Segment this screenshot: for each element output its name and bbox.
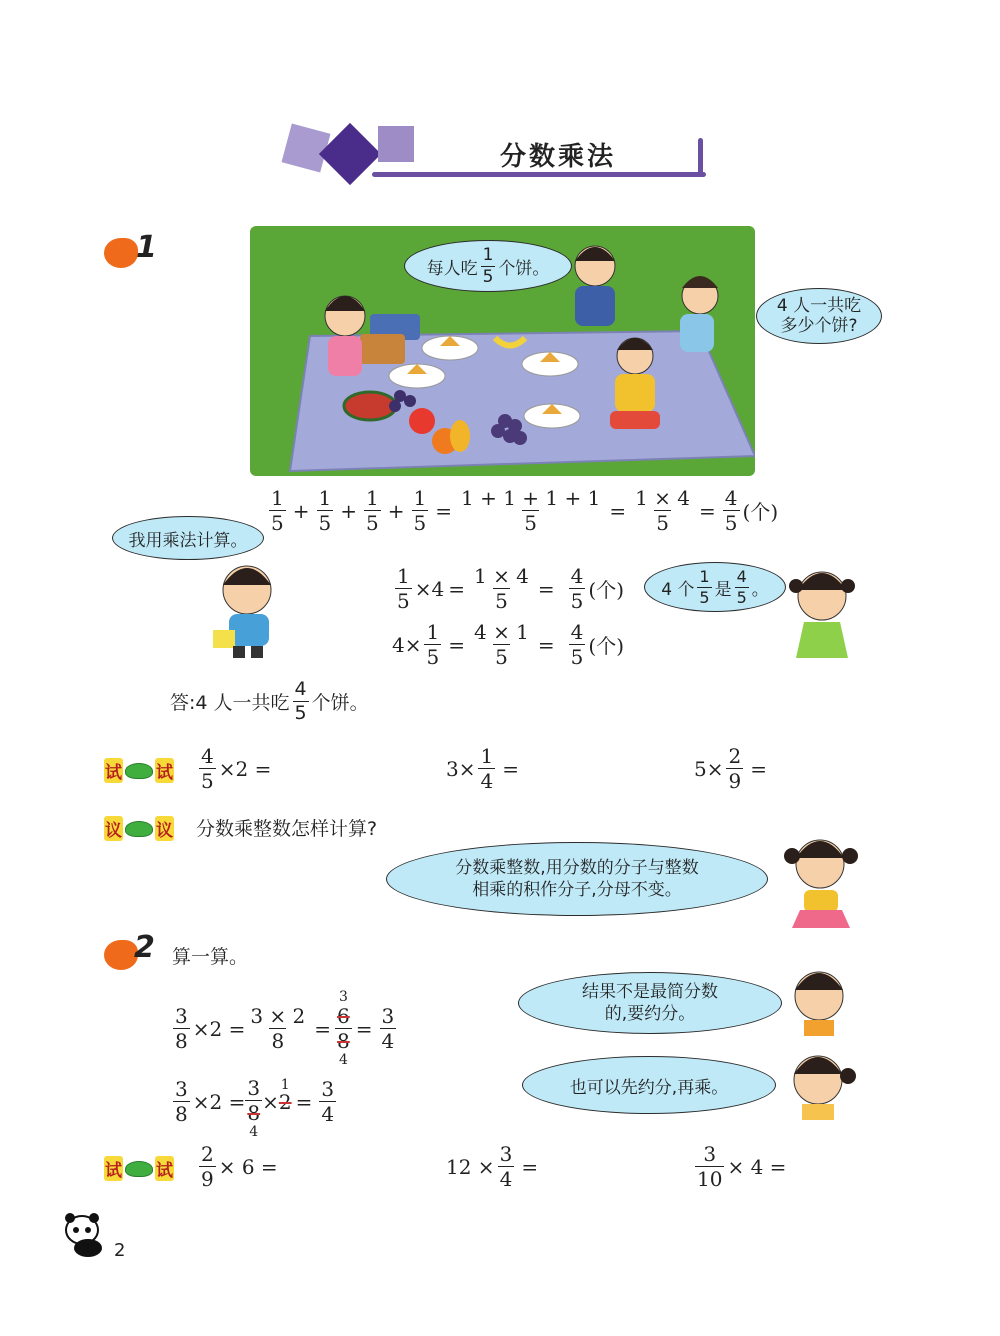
answer-line: 答:4 人一共吃 $\frac{4}{5}$ 个饼。 (170, 678, 369, 724)
discuss-tag: 议 议 (104, 816, 174, 841)
speech-bubble-simplify-first: 也可以先约分,再乘。 (522, 1056, 776, 1114)
speech-bubble-question: 4 人一共吃 多少个饼? (756, 288, 882, 344)
try2-item-1: $\frac{2}{9}$ × 6 = (201, 1142, 278, 1191)
try-tag: 试 试 (104, 758, 174, 783)
try2-item-3: $\frac{3}{10}$ × 4 = (697, 1142, 787, 1191)
speech-bubble-boy: 我用乘法计算。 (112, 516, 264, 560)
discuss-question: 分数乘整数怎样计算? (196, 818, 378, 840)
example2-title: 算一算。 (172, 946, 249, 968)
try1-item-2: 3× $\frac{1}{4}$ = (446, 744, 519, 793)
carrot-icon (104, 238, 138, 268)
example2-equation-1: $\frac{3}{8}$ ×2 = $\frac{3 \times 2}{8}$ = 3 $\frac{6}{8}$ 4 = $\frac{3}{4}$ (175, 989, 395, 1068)
boy-illustration (205, 560, 295, 660)
speech-bubble-simplify: 结果不是最简分数 的,要约分。 (518, 972, 782, 1034)
try2-item-2: 12 × $\frac{3}{4}$ = (446, 1142, 539, 1191)
example-number-2: 2 (134, 930, 155, 965)
girl-illustration (774, 566, 864, 666)
try1-item-3: 5× $\frac{2}{9}$ = (694, 744, 767, 793)
equation-multiply-a: $\frac{1}{5}$ ×4 = $\frac{1 \times 4}{5}$ = $\frac{4}{5}$ (个) (397, 564, 625, 613)
example2-equation-2: $\frac{3}{8}$ ×2 = $\frac{3}{8}$ 4 × 1 2 = $\frac{3}{4}$ (175, 1076, 335, 1140)
panda-icon (60, 1212, 110, 1258)
girl-pointing-illustration (770, 834, 870, 930)
speech-bubble-each-eats: 每人吃 $\frac{1}{5}$ 个饼。 (404, 240, 572, 292)
girl-small-illustration (780, 1050, 860, 1122)
speech-bubble-girl: 4 个 $\frac{1}{5}$ 是 $\frac{4}{5}$ 。 (644, 562, 786, 612)
try-tag-2: 试 试 (104, 1156, 174, 1181)
page-title: 分数乘法 (500, 142, 617, 172)
example-number-1: 1 (136, 230, 157, 265)
try1-item-1: $\frac{4}{5}$ ×2 = (201, 744, 272, 793)
boy-small-illustration (784, 966, 854, 1036)
carrot-icon (104, 940, 138, 970)
equation-sum: $\frac{1}{5}$ + $\frac{1}{5}$ + $\frac{1}{5}$ + $\frac{1}{5}$ = $\frac{1 + 1 + 1 + 1}{5}$ = $\frac{1 \times 4}{5}$ = $\frac{4}{5}$ (个) (271, 486, 779, 535)
equation-multiply-b: 4× $\frac{1}{5}$ = $\frac{4 \times 1}{5}$ = $\frac{4}{5}$ (个) (392, 620, 625, 669)
speech-bubble-rule: 分数乘整数,用分数的分子与整数 相乘的积作分子,分母不变。 (386, 842, 768, 916)
page-number: 2 (114, 1240, 126, 1261)
